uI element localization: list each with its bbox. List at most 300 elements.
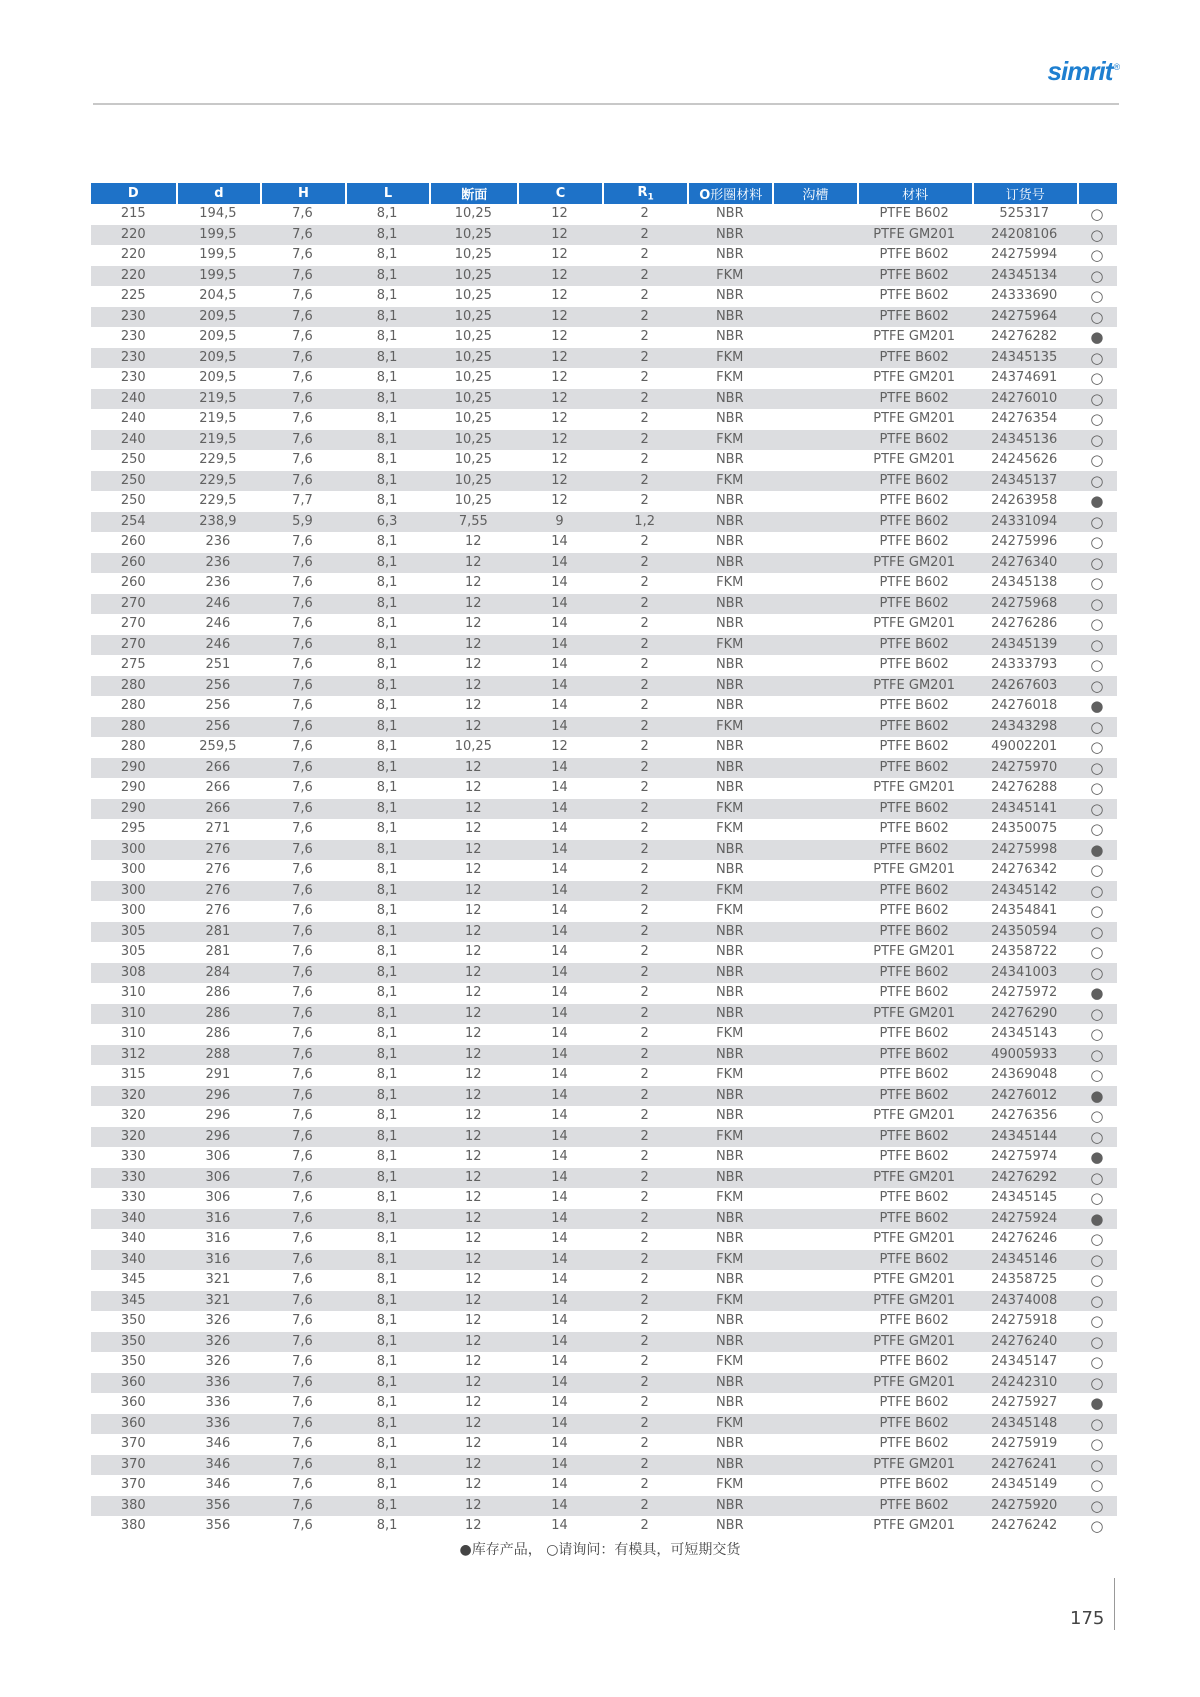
- table-cell: 12: [465, 985, 482, 1001]
- table-row: [91, 491, 1117, 512]
- table-cell: NBR: [715, 616, 744, 632]
- table-row: [91, 1024, 1117, 1045]
- table-cell: 215: [120, 206, 146, 222]
- table-cell: 12: [429, 881, 517, 902]
- table-cell: 2: [640, 493, 649, 509]
- table-cell: 8,1: [345, 1209, 430, 1230]
- table-row: [91, 1209, 1117, 1230]
- col-header-stock: [1077, 183, 1117, 204]
- table-cell: [772, 348, 857, 369]
- table-cell: PTFE B602: [857, 758, 972, 779]
- table-cell: PTFE B602: [879, 1395, 949, 1411]
- table-cell: 8,1: [376, 821, 398, 837]
- table-cell: PTFE B602: [857, 635, 972, 656]
- table-cell: [772, 1455, 857, 1476]
- table-cell: [772, 409, 857, 430]
- table-cell: 2: [602, 799, 688, 820]
- table-cell: 24345137: [972, 471, 1077, 492]
- table-cell: 380: [120, 1518, 146, 1534]
- table-cell: PTFE B602: [879, 1190, 949, 1206]
- table-cell: FKM: [716, 1477, 744, 1493]
- table-cell: 12: [429, 1004, 517, 1025]
- table-cell: 12: [517, 225, 602, 246]
- table-cell: [772, 450, 857, 471]
- table-cell: 8,1: [345, 922, 430, 943]
- table-cell: 254: [91, 512, 176, 533]
- table-cell: 336: [176, 1373, 261, 1394]
- table-cell: PTFE GM201: [873, 1108, 955, 1124]
- table-cell: 8,1: [345, 881, 430, 902]
- table-cell: 2: [602, 1455, 688, 1476]
- table-cell: 24276290: [972, 1004, 1077, 1025]
- table-cell: 2: [640, 944, 649, 960]
- stock-status-icon: ○: [1090, 1476, 1104, 1495]
- table-cell: 24276288: [991, 780, 1058, 796]
- table-cell: 8,1: [376, 1190, 398, 1206]
- table-cell: 2: [602, 1373, 688, 1394]
- table-cell: 12: [551, 247, 568, 263]
- table-cell: 14: [551, 698, 568, 714]
- table-cell: 290: [120, 780, 146, 796]
- table-cell: 12: [551, 288, 568, 304]
- table-row: [91, 1516, 1117, 1537]
- table-row: [91, 266, 1117, 287]
- table-cell: 7,6: [260, 1373, 345, 1394]
- table-cell: [772, 1188, 857, 1209]
- table-cell: 24354841: [991, 903, 1058, 919]
- table-cell: 12: [465, 1436, 482, 1452]
- table-cell: 260: [91, 553, 176, 574]
- table-cell: NBR: [715, 780, 744, 796]
- table-cell: 24275924: [972, 1209, 1077, 1230]
- table-cell: 12: [429, 922, 517, 943]
- table-cell: 326: [205, 1313, 231, 1329]
- table-cell: 7,6: [292, 1436, 313, 1452]
- table-cell: PTFE GM201: [857, 1168, 972, 1189]
- table-cell: 14: [517, 758, 602, 779]
- table-cell: [772, 368, 857, 389]
- table-cell: PTFE GM201: [873, 780, 955, 796]
- table-cell: 7,6: [260, 307, 345, 328]
- table-cell: NBR: [687, 225, 772, 246]
- table-cell: 220: [120, 247, 146, 263]
- table-cell: PTFE B602: [857, 389, 972, 410]
- table-row: [91, 389, 1117, 410]
- stock-status-icon: ○: [1077, 430, 1117, 451]
- table-cell: 12: [429, 1045, 517, 1066]
- table-cell: [772, 1352, 857, 1373]
- table-cell: 24275998: [972, 840, 1077, 861]
- stock-status-icon: ○: [1090, 1107, 1104, 1126]
- table-cell: PTFE GM201: [873, 329, 955, 345]
- table-cell: 320: [91, 1086, 176, 1107]
- stock-status-icon: ●: [1077, 840, 1117, 861]
- table-cell: [772, 922, 857, 943]
- table-cell: FKM: [716, 821, 744, 837]
- table-cell: 24276242: [991, 1518, 1058, 1534]
- table-cell: 12: [429, 1455, 517, 1476]
- table-cell: 2: [602, 1291, 688, 1312]
- col-header-d: d: [176, 183, 261, 204]
- table-cell: 276: [205, 862, 231, 878]
- table-cell: 330: [91, 1168, 176, 1189]
- table-cell: 12: [429, 1168, 517, 1189]
- table-cell: 256: [176, 717, 261, 738]
- table-cell: 236: [205, 575, 231, 591]
- table-cell: 10,25: [429, 348, 517, 369]
- table-cell: NBR: [687, 840, 772, 861]
- table-row: [91, 881, 1117, 902]
- table-cell: 8,1: [376, 1026, 398, 1042]
- table-cell: [772, 553, 857, 574]
- table-cell: NBR: [687, 1496, 772, 1517]
- table-cell: 2: [602, 389, 688, 410]
- table-cell: 7,6: [292, 411, 313, 427]
- stock-legend: ●库存产品， ○请询问：有模具，可短期交货: [459, 1542, 741, 1558]
- table-cell: 296: [205, 1108, 231, 1124]
- stock-status-icon: ○: [1090, 1066, 1104, 1085]
- table-cell: 225: [120, 288, 146, 304]
- table-cell: 12: [429, 1373, 517, 1394]
- stock-status-icon: ○: [1090, 205, 1104, 224]
- table-cell: 296: [176, 1086, 261, 1107]
- table-cell: 14: [551, 1477, 568, 1493]
- table-cell: 8,1: [345, 635, 430, 656]
- stock-status-icon: ○: [1077, 389, 1117, 410]
- stock-status-icon: ○: [1077, 512, 1117, 533]
- table-cell: 7,6: [292, 616, 313, 632]
- table-cell: 336: [205, 1395, 231, 1411]
- table-row: [91, 1147, 1117, 1168]
- table-row: [91, 1291, 1117, 1312]
- table-cell: 14: [551, 1149, 568, 1165]
- table-cell: 12: [465, 1354, 482, 1370]
- table-cell: 8,1: [376, 1231, 398, 1247]
- table-cell: 12: [551, 329, 568, 345]
- table-cell: 8,1: [376, 1395, 398, 1411]
- table-cell: 14: [517, 1496, 602, 1517]
- table-cell: 8,1: [345, 594, 430, 615]
- logo-text: simrit: [1047, 56, 1113, 86]
- table-cell: NBR: [687, 1332, 772, 1353]
- table-row: [91, 1373, 1117, 1394]
- table-cell: 14: [517, 1045, 602, 1066]
- table-cell: 10,25: [454, 247, 492, 263]
- table-cell: 12: [551, 370, 568, 386]
- table-cell: NBR: [687, 963, 772, 984]
- stock-status-icon: ○: [1077, 1250, 1117, 1271]
- table-cell: 250: [91, 471, 176, 492]
- table-cell: 10,25: [454, 288, 492, 304]
- table-cell: 2: [602, 471, 688, 492]
- table-cell: [772, 327, 857, 348]
- table-cell: 316: [205, 1231, 231, 1247]
- table-cell: 8,1: [376, 1272, 398, 1288]
- table-cell: 8,1: [345, 1127, 430, 1148]
- table-cell: 14: [517, 922, 602, 943]
- table-cell: 276: [176, 881, 261, 902]
- table-cell: NBR: [687, 553, 772, 574]
- table-cell: 2: [602, 348, 688, 369]
- table-cell: 8,1: [345, 1496, 430, 1517]
- table-cell: PTFE B602: [879, 985, 949, 1001]
- stock-status-icon: ○: [1077, 348, 1117, 369]
- table-cell: 24345148: [972, 1414, 1077, 1435]
- table-cell: [772, 840, 857, 861]
- table-cell: 306: [176, 1168, 261, 1189]
- table-cell: 14: [517, 676, 602, 697]
- stock-status-icon: ○: [1090, 738, 1104, 757]
- table-cell: 24350075: [991, 821, 1058, 837]
- table-cell: 24333793: [991, 657, 1058, 673]
- table-cell: PTFE B602: [857, 1086, 972, 1107]
- table-cell: 315: [120, 1067, 146, 1083]
- table-cell: FKM: [716, 1026, 744, 1042]
- col-header-C: C: [517, 183, 602, 204]
- stock-status-icon: ●: [1090, 984, 1104, 1003]
- table-cell: 219,5: [176, 430, 261, 451]
- table-cell: 356: [205, 1518, 231, 1534]
- table-cell: FKM: [687, 266, 772, 287]
- table-row: [91, 1168, 1117, 1189]
- table-cell: 14: [517, 1209, 602, 1230]
- table-cell: 300: [91, 881, 176, 902]
- stock-status-icon: ○: [1090, 779, 1104, 798]
- table-cell: [772, 1127, 857, 1148]
- table-row: [91, 573, 1117, 594]
- stock-status-icon: ○: [1090, 533, 1104, 552]
- table-cell: 24245626: [991, 452, 1058, 468]
- table-cell: 2: [602, 307, 688, 328]
- table-cell: 24208106: [972, 225, 1077, 246]
- table-cell: 24345147: [991, 1354, 1058, 1370]
- table-cell: NBR: [687, 512, 772, 533]
- stock-status-icon: ○: [1077, 717, 1117, 738]
- table-cell: 12: [551, 206, 568, 222]
- table-cell: 2: [640, 329, 649, 345]
- table-cell: 246: [176, 594, 261, 615]
- table-cell: 270: [120, 616, 146, 632]
- table-cell: 24345141: [972, 799, 1077, 820]
- stock-status-icon: ○: [1077, 553, 1117, 574]
- table-cell: 240: [91, 430, 176, 451]
- table-cell: 2: [640, 534, 649, 550]
- col-header-groove: 沟槽: [772, 183, 857, 204]
- table-cell: 310: [120, 1026, 146, 1042]
- table-cell: FKM: [716, 903, 744, 919]
- table-cell: 14: [517, 1373, 602, 1394]
- table-cell: 7,6: [260, 1004, 345, 1025]
- table-cell: PTFE B602: [879, 1477, 949, 1493]
- stock-status-icon: ○: [1077, 758, 1117, 779]
- stock-status-icon: ●: [1090, 697, 1104, 716]
- table-cell: NBR: [715, 534, 744, 550]
- table-cell: 2: [602, 1414, 688, 1435]
- table-cell: [772, 1311, 857, 1332]
- table-cell: 24276246: [991, 1231, 1058, 1247]
- table-cell: 14: [517, 553, 602, 574]
- table-cell: PTFE GM201: [873, 411, 955, 427]
- table-cell: 2: [640, 821, 649, 837]
- table-cell: 7,6: [260, 1455, 345, 1476]
- table-cell: [772, 717, 857, 738]
- table-cell: 2: [640, 575, 649, 591]
- table-cell: 24276286: [991, 616, 1058, 632]
- table-cell: 10,25: [429, 471, 517, 492]
- table-cell: 240: [120, 411, 146, 427]
- table-cell: 14: [517, 1291, 602, 1312]
- table-cell: 24275968: [972, 594, 1077, 615]
- table-cell: FKM: [687, 881, 772, 902]
- table-cell: 8,1: [376, 862, 398, 878]
- table-cell: PTFE GM201: [857, 553, 972, 574]
- table-cell: 12: [465, 821, 482, 837]
- table-cell: 7,6: [260, 1086, 345, 1107]
- table-cell: 266: [205, 780, 231, 796]
- table-cell: NBR: [687, 1373, 772, 1394]
- table-row: [91, 778, 1117, 799]
- table-cell: 8,1: [345, 799, 430, 820]
- table-cell: 24333690: [991, 288, 1058, 304]
- table-cell: 24345135: [972, 348, 1077, 369]
- table-cell: 24343298: [972, 717, 1077, 738]
- table-cell: 24358725: [991, 1272, 1058, 1288]
- stock-status-icon: ○: [1090, 287, 1104, 306]
- table-row: [91, 696, 1117, 717]
- table-cell: 5,9: [260, 512, 345, 533]
- table-cell: 7,6: [292, 1395, 313, 1411]
- table-cell: 2: [602, 881, 688, 902]
- stock-status-icon: ○: [1090, 943, 1104, 962]
- table-cell: PTFE B602: [879, 1067, 949, 1083]
- table-cell: PTFE B602: [857, 840, 972, 861]
- table-cell: 266: [176, 799, 261, 820]
- table-cell: PTFE GM201: [873, 452, 955, 468]
- table-cell: 12: [429, 1250, 517, 1271]
- table-cell: 209,5: [176, 307, 261, 328]
- table-cell: [772, 512, 857, 533]
- table-cell: NBR: [715, 411, 744, 427]
- table-cell: 7,6: [292, 329, 313, 345]
- table-cell: PTFE GM201: [873, 862, 955, 878]
- table-cell: PTFE B602: [879, 206, 949, 222]
- col-header-H: H: [260, 183, 345, 204]
- table-cell: FKM: [716, 1190, 744, 1206]
- stock-status-icon: ○: [1077, 635, 1117, 656]
- table-cell: 7,6: [292, 657, 313, 673]
- table-cell: 7,6: [292, 206, 313, 222]
- table-cell: [772, 1332, 857, 1353]
- table-cell: 340: [91, 1209, 176, 1230]
- table-cell: 14: [517, 881, 602, 902]
- table-cell: 7,6: [260, 1414, 345, 1435]
- table-row: [91, 922, 1117, 943]
- table-cell: 8,1: [345, 266, 430, 287]
- table-cell: 280: [91, 676, 176, 697]
- table-cell: 2: [640, 780, 649, 796]
- table-cell: 14: [517, 1455, 602, 1476]
- table-cell: 230: [120, 329, 146, 345]
- table-cell: 12: [465, 903, 482, 919]
- table-cell: 24345146: [972, 1250, 1077, 1271]
- table-row: [91, 819, 1117, 840]
- stock-status-icon: ○: [1090, 1435, 1104, 1454]
- table-cell: 8,1: [345, 553, 430, 574]
- table-cell: 7,6: [260, 963, 345, 984]
- table-cell: 236: [176, 553, 261, 574]
- table-cell: 12: [465, 1108, 482, 1124]
- stock-status-icon: ○: [1090, 574, 1104, 593]
- table-cell: 24276241: [972, 1455, 1077, 1476]
- table-cell: 320: [120, 1108, 146, 1124]
- table-cell: PTFE GM201: [857, 1291, 972, 1312]
- table-cell: [772, 1065, 857, 1086]
- stock-status-icon: ○: [1077, 1373, 1117, 1394]
- table-cell: [772, 491, 857, 512]
- table-cell: 271: [205, 821, 231, 837]
- table-cell: 14: [517, 1004, 602, 1025]
- table-cell: NBR: [715, 1436, 744, 1452]
- table-cell: 24242310: [972, 1373, 1077, 1394]
- table-cell: [772, 1147, 857, 1168]
- table-cell: [772, 1024, 857, 1045]
- table-cell: 7,6: [292, 1108, 313, 1124]
- registered-mark: ®: [1113, 62, 1119, 73]
- table-header-row: [91, 183, 1117, 204]
- table-cell: 296: [176, 1127, 261, 1148]
- table-cell: 229,5: [176, 471, 261, 492]
- table-cell: 7,6: [260, 1496, 345, 1517]
- table-cell: 12: [429, 1332, 517, 1353]
- col-header-L: L: [345, 183, 430, 204]
- table-cell: 7,6: [292, 1272, 313, 1288]
- table-cell: 350: [91, 1332, 176, 1353]
- table-cell: 2: [602, 963, 688, 984]
- table-cell: FKM: [716, 575, 744, 591]
- table-cell: 12: [465, 1272, 482, 1288]
- table-row: [91, 1332, 1117, 1353]
- table-cell: 12: [551, 411, 568, 427]
- table-cell: 2: [640, 370, 649, 386]
- table-cell: 7,6: [260, 594, 345, 615]
- table-cell: [772, 1373, 857, 1394]
- table-cell: 12: [551, 452, 568, 468]
- stock-status-icon: ○: [1090, 820, 1104, 839]
- stock-status-icon: ○: [1090, 861, 1104, 880]
- table-cell: [772, 1045, 857, 1066]
- table-cell: [772, 758, 857, 779]
- table-cell: 8,1: [345, 1045, 430, 1066]
- table-cell: NBR: [687, 1455, 772, 1476]
- table-cell: 12: [429, 1127, 517, 1148]
- table-cell: [772, 204, 857, 225]
- table-cell: 12: [517, 471, 602, 492]
- table-cell: 7,6: [292, 1190, 313, 1206]
- table-cell: 8,1: [345, 1332, 430, 1353]
- stock-status-icon: ○: [1077, 266, 1117, 287]
- table-cell: PTFE B602: [857, 717, 972, 738]
- stock-status-icon: ●: [1090, 492, 1104, 511]
- table-cell: FKM: [716, 1354, 744, 1370]
- table-cell: [772, 471, 857, 492]
- table-cell: 276: [205, 903, 231, 919]
- table-cell: [772, 1250, 857, 1271]
- table-cell: 14: [517, 1127, 602, 1148]
- table-cell: [772, 1106, 857, 1127]
- table-cell: 8,1: [345, 307, 430, 328]
- table-row: [91, 655, 1117, 676]
- table-cell: 14: [551, 1231, 568, 1247]
